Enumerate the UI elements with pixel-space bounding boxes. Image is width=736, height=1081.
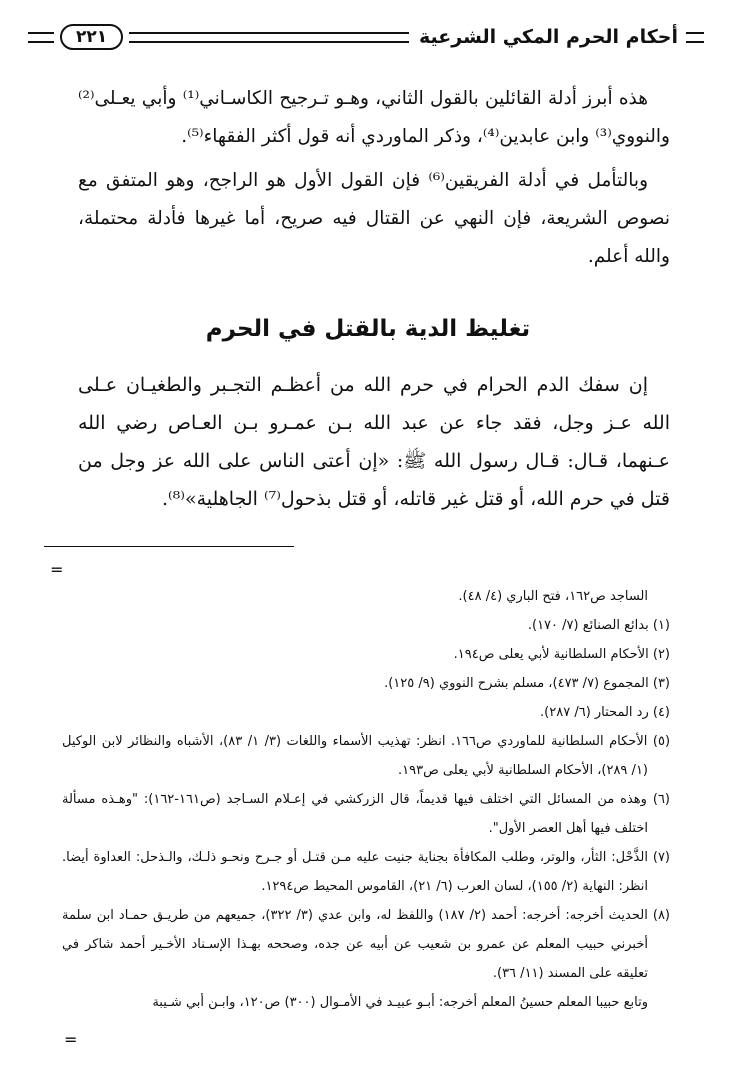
page-number: ٢٢١ bbox=[60, 24, 123, 50]
footnotes bbox=[62, 582, 670, 1017]
header-rule bbox=[129, 32, 409, 43]
section-heading: تغليظ الدية بالقتل في الحرم bbox=[205, 316, 531, 342]
title-dash-ornament bbox=[686, 32, 704, 43]
body-paragraph-1: هذه أبرز أدلة القائلين بالقول الثاني، وهـو تـرجيح الكاسـاني⁽¹⁾ وأبي يعـلى⁽²⁾ والنووي⁽³⁾ وابن عابدين⁽⁴⁾، وذكر الماوردي أنه قول أكثر الفقهاء⁽⁵⁾. bbox=[78, 88, 670, 147]
running-title bbox=[409, 26, 704, 48]
footnote-item: (٨) الحديث أخرجه: أخرجه: أحمد (٢/ ١٨٧) واللفظ له، وابن عدي (٣/ ٣٢٢)، جميعهم من طريـق حمـاد ابن سلمة أخبرني حبيب المعلم عن عمرو بن شعيب عن أبيه عن جده، وصححه بهـذا الإسـناد الأخـير أحمد شاكر في تعليقه على المسند (١١/ ٣٦). bbox=[62, 908, 670, 981]
footnote-trailing: وتابع حبيبا المعلم حسينُ المعلم أخرجه: أبـو عبيـد في الأمـوال (٣٠٠) ص١٢٠، وابـن أبي شـيبة bbox=[152, 995, 648, 1010]
footnote-separator bbox=[44, 546, 294, 547]
footnote-item: (٤) رد المحتار (٦/ ٢٨٧). bbox=[540, 705, 670, 720]
footnote-item: (٦) وهذه من المسائل التي اختلف فيها قديماً، قال الزركشي في إعـلام السـاجد (ص١٦١-١٦٢): "وهـذه مسألة اختلف فيها أهل العصر الأول". bbox=[62, 792, 670, 836]
footnote-bottom-marker: = bbox=[64, 1030, 78, 1049]
footnote-item: (٥) الأحكام السلطانية للماوردي ص١٦٦. انظر: تهذيب الأسماء واللغات (٣/ ١/ ٨٣)، الأشباه والنظائر لابن الوكيل (١/ ٢٨٩)، الأحكام السلطانية لأبي يعلى ص١٩٣. bbox=[62, 734, 671, 778]
footnote-item: (١) بدائع الصنائع (٧/ ١٧٠). bbox=[527, 618, 670, 633]
footnote-item: (٣) المجموع (٧/ ٤٧٣)، مسلم بشرح النووي (٩/ ١٢٥). bbox=[384, 676, 670, 691]
footnote-top-marker: = bbox=[50, 560, 64, 579]
footnote-continuation: الساجد ص١٦٢، فتح الباري (٤/ ٤٨). bbox=[458, 589, 648, 604]
body-paragraph-2: وبالتأمل في أدلة الفريقين⁽⁶⁾ فإن القول الأول هو الراجح، وهو المتفق مع نصوص الشريعة، فإن النهي عن القتال فيه صريح، أما غيرها فأدلة محتملة، والله أعلم. bbox=[78, 170, 670, 267]
footnote-item: (٢) الأحكام السلطانية لأبي يعلى ص١٩٤. bbox=[453, 647, 670, 662]
header-rule-end bbox=[28, 32, 54, 43]
footnote-item: (٧) الذَّحْل: الثأر، والوتر، وطلب المكافأة بجناية جنيت عليه مـن قتـل أو جـرح ونحـو ذلـك، والـذحل: العداوة أيضا. انظر: النهاية (٢/ ١٥٥)، لسان العرب (٦/ ٢١)، القاموس المحيط ص١٢٩٤. bbox=[62, 850, 670, 894]
page-header bbox=[28, 18, 704, 56]
section-paragraph: إن سفك الدم الحرام في حرم الله من أعظـم التجـبر والطغيـان عـلى الله عـز وجل، فقد جاء عن عبد الله بـن عمـرو بـن العـاص رضي الله عـنهما، قـال: قـال رسول الله ﷺ: «إن أعتى الناس على الله عز وجل من قتل في حرم الله، أو قتل غير قاتله، أو قتل بذحول⁽⁷⁾ الجاهلية»⁽⁸⁾. bbox=[78, 374, 670, 510]
running-title-text: أحكام الحرم المكي الشرعية bbox=[419, 26, 678, 48]
